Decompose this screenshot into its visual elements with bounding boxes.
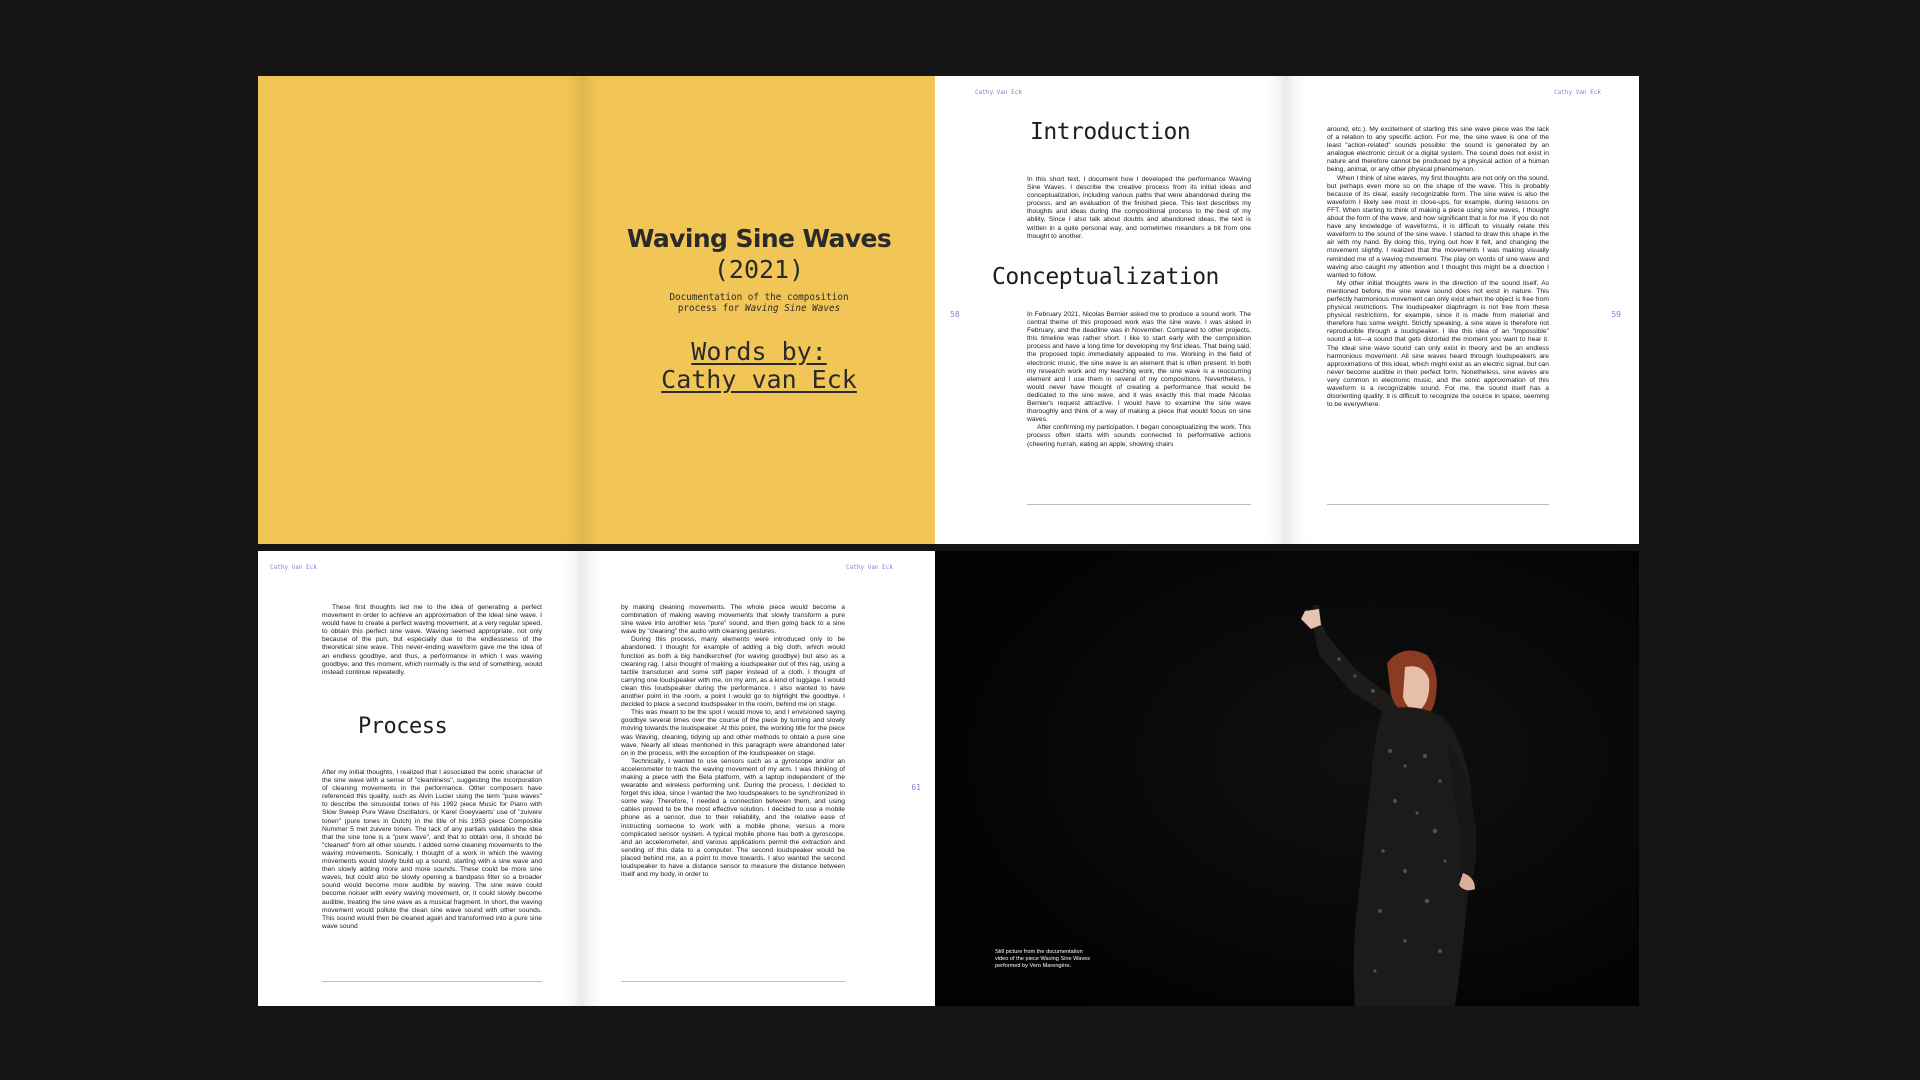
page-61 <box>583 551 935 1006</box>
cover-subtitle-prefix: process for <box>677 303 740 314</box>
page59-paragraph-1: around, etc.). My excitement of starting this sine wave piece was the lack of a relation to any specific action. For me, the sine wave is one of the least "action-related" sounds possible: the sound is generated by an analogue electronic circuit or a digital system. The sound does not exist in nature and therefore cannot be produced by a physical action of a human being, animal, or any other physical phenomenon. <box>1327 126 1549 174</box>
page61-text <box>621 604 845 879</box>
page-number: 58 <box>950 310 960 319</box>
cover-author: Cathy van Eck <box>661 365 857 394</box>
performer-photo <box>935 551 1639 1006</box>
cover-left-page <box>258 76 583 544</box>
page60-paragraph-2: After my initial thoughts, I realized that I associated the sonic character of the sine wave with a sense of "cleanliness", suggesting the incorporation of cleaning movements in the performance. Other composers have referenced this quality, such as Alvin Lucier using the term "pure waves" to describe the sinusoidal tones of his 1992 piece Music for Piano with Slow Sweep Pure Wave Oscillators, or Karel Goeyvaerts' use of "zuivere tonen" (pure tones in Dutch) in the title of his 1953 piece Compositie Nummer 5 met zuivere tonen. The lack of any partials validates the idea that the sine tone is a "pure wave", and that to obtain one, it should be "cleaned" from all other sounds. I added some cleaning movements to the waving movements. Sonically, I thought of a work in which the waving movements would slowly build up a sound, starting with a sine wave and then slowly adding more and more sounds. These could be more sine waves, but could also be slowly opening a bandpass filter so a broader sound would become more audible by waving. The sine wave could become noisier with every waving movement, or, it could slowly become audible, treating the sine wave as a musical fragment. In short, the waving movement would pollute the clean sine wave sound with other sounds. This sound would then be cleaned again and transformed into a pure sine wave sound <box>322 769 542 930</box>
page59-text <box>1327 126 1549 409</box>
cover-words-by: Words by: <box>691 337 827 366</box>
page-60 <box>258 551 583 1006</box>
caption-line-3: performed by Vero Marengère. <box>995 963 1072 969</box>
page60-paragraph-1: These first thoughts led me to the idea of generating a perfect movement in order to achieve an approximation of the ideal sine wave. I would have to create a perfect waving movement, at a very regular speed, to obtain this perfect sine wave. Waving seemed appropriate, not only because of the pun, but especially due to the endlessness of the theoretical sine wave. This never-ending waveform gave me the idea of an endless goodbye, and thus, a performance in which I was waving goodbye, and this moment, which normally is the end of something, would instead continue repeatedly. <box>322 604 542 676</box>
cover-title: Waving Sine Waves <box>626 224 892 253</box>
cover-subtitle <box>583 292 935 314</box>
concept-paragraph-1: In February 2021, Nicolas Bernier asked me to produce a sound work. The central theme of this proposed work was the sine wave. I was asked in February, and the deadline was in November. Compared to other projects, this timeline was rather short. I like to start early with the composition process and have a long time for developing my first ideas. That being said, the proposed topic immediately appealed to me. Working in the field of electronic music, the sine wave is an element that is often present. In both my research work and my teaching work, the sine wave is a reoccurring element and I use them in several of my compositions. Nevertheless, I would never have thought of creating a performance that would be dedicated to the sine wave, and it was exactly this that made Nicolas Bernier's request attractive. I would have to examine the sine wave thoroughly and think of a way of making a piece that would focus on sine waves. <box>1027 311 1251 424</box>
page59-paragraph-3: My other initial thoughts were in the direction of the sound itself. As mentioned before, the sine wave sound does not exist in nature. This perfectly harmonious movement can only exist when the object is free from physical restrictions. The loudspeaker diaphragm is not free from these physical restrictions, for example, since it is made from material and therefore has some weight. Strictly speaking, a sine wave is therefore not reproducible through a loudspeaker. I like this idea of an "impossible" sound a lot—a sound that gets distorted the moment you want to hear it. The ideal sine wave sound can only exist in theory and be an endless harmonious movement. All sine waves heard through loudspeakers are approximations of this ideal, which might exist as an electric signal, but can never become audible in their perfect form. Nonetheless, sine waves are very common in electronic music, and the sonic approximation of this waveform is a recognizable sound. For me, the sound itself has a disorienting quality. It is difficult to recognize the source in space, seeming to be everywhere. <box>1327 279 1549 409</box>
bottom-rule <box>322 981 542 982</box>
heading-process: Process <box>358 714 448 739</box>
page60-intro-text <box>322 604 542 677</box>
page61-paragraph-3: This was meant to be the spot I would move to, and I envisioned saying goodbye several times over the course of the piece by turning and slowly moving towards the loudspeaker. At this point, the working title for the piece was Waving, cleaning, tidying up and other methods to obtain a pure sine wave. Nearly all ideas mentioned in this paragraph were abandoned later on in the process, with the exception of the loudspeaker on stage. <box>621 709 845 757</box>
photo-caption <box>995 949 1135 970</box>
running-head: Cathy Van Eck <box>846 564 893 571</box>
caption-line-1: Still picture from the documentation <box>995 949 1083 955</box>
concept-paragraph-2: After confirming my participation, I began conceptualizing the work. This process often starts with sounds connected to performative actions (cheering hurrah, eating an apple, showing chairs <box>1027 424 1251 448</box>
running-head: Cathy Van Eck <box>975 89 1022 96</box>
concept-text <box>1027 311 1251 449</box>
bottom-rule <box>1327 504 1549 505</box>
page-58 <box>935 76 1287 544</box>
page61-paragraph-2: During this process, many elements were introduced only to be abandoned. I thought for example of adding a big cloth, which would function as both a big handkerchief (for waving goodbye) but also as a cleaning rag. I also thought of making a loudspeaker out of this rag, using a tactile transducer and some stiff paper instead of a cloth. I thought of carrying one loudspeaker with me, on my arm, as a kind of luggage. I would clean this loudspeaker during the performance. I also wanted to have another point in the room, a point I would go to highlight the goodbye. I decided to place a second loudspeaker in the room, behind me on stage. <box>621 636 845 709</box>
bottom-rule <box>621 981 845 982</box>
page-59 <box>1287 76 1639 544</box>
running-head: Cathy Van Eck <box>1554 89 1601 96</box>
cover-subtitle-line1: Documentation of the composition <box>669 292 849 303</box>
cover-subtitle-line2 <box>583 303 935 314</box>
photo-spread <box>935 551 1639 1006</box>
page-number: 59 <box>1611 310 1621 319</box>
heading-conceptualization: Conceptualization <box>992 264 1219 290</box>
cover-year: (2021) <box>713 255 805 284</box>
running-head: Cathy Van Eck <box>270 564 317 571</box>
bottom-rule <box>1027 504 1251 505</box>
page60-process-text <box>322 769 542 931</box>
heading-introduction: Introduction <box>1030 119 1191 145</box>
caption-line-2: video of the piece Waving Sine Waves <box>995 956 1091 962</box>
page61-paragraph-4: Technically, I wanted to use sensors such as a gyroscope and/or an accelerometer to track the waving movement of my arm. I was thinking of making a piece with the Bela platform, with a laptop independent of the wearable and wireless performing unit. During the process, I decided to forget this idea, since I wanted the two loudspeakers to be synchronized in some way. Therefore, I needed a connection between them, and using cables proved to be the most effective solution. I decided to use a mobile phone as a sensor, due to their reliability, and the relative ease of instructing someone to work with a mobile phone, versus a more complicated sensor system. A typical mobile phone has both a gyroscope, and an accelerometer, and various applications permit the extraction and sending of this data to a computer. The second loudspeaker would be placed behind me, as a point to move towards. I also wanted the second loudspeaker to have a distance sensor to measure the distance between itself and my body, in order to <box>621 757 845 879</box>
page59-paragraph-2: When I think of sine waves, my first thoughts are not only on the sound, but perhaps even more so on the shape of the wave. This is probably because of its clear, easily recognizable form. The sine wave is also the waveform I likely see most in close-ups, for example, during lessons on FFT. When starting to think of making a piece using sine waves, I thought about the form of the wave, and how significant that is for me. If you do not have any knowledge of waveforms, it is difficult to visually relate this waveform to the sound of the sine wave. I started to draw this shape in the air with my hand. By doing this, trying out how it felt, and changing the movement slightly, I realized that the movements I was making visually reminded me of a waving movement. The play on words of sine wave and waving also caught my attention and I thought this might be a direction I wanted to follow. <box>1327 174 1549 279</box>
cover-byline <box>583 338 935 394</box>
intro-paragraph: In this short text, I document how I developed the performance Waving Sine Waves. I describe the creative process from its initial ideas and conceptualization, including various paths that were abandoned during the process, and an evaluation of the finished piece. This text describes my thoughts and ideas during the compositional process to the best of my ability. Since I also talk about doubts and abandoned ideas, the text is written in a quite personal way, and sometimes meanders a bit from one thought to another. <box>1027 176 1251 240</box>
cover-title-block <box>583 224 935 394</box>
intro-text <box>1027 176 1251 241</box>
page61-paragraph-1: by making cleaning movements. The whole piece would become a combination of making waving movements that slowly transform a pure sine wave into another less "pure" sound, and then going back to a sine wave by "cleaning" the audio with cleaning gestures. <box>621 604 845 636</box>
cover-subtitle-italic: Waving Sine Waves <box>745 303 841 314</box>
page-number: 61 <box>911 783 921 792</box>
cover-right-page <box>583 76 935 544</box>
